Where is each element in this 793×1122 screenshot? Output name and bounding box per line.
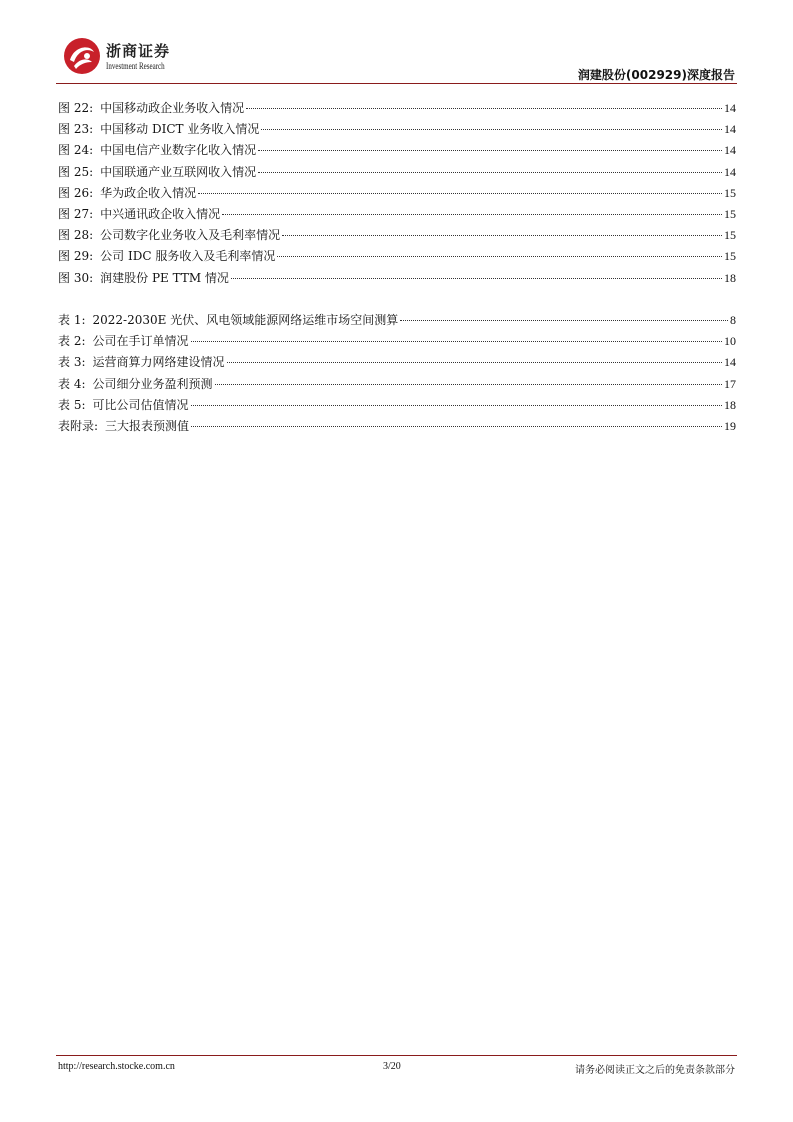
entry-page: 19: [724, 418, 736, 433]
entry-label: 图 26:: [58, 185, 94, 200]
entry-title: 可比公司估值情况: [92, 397, 189, 412]
entry-title: 2022-2030E 光伏、风电领域能源网络运维市场空间测算: [92, 313, 399, 327]
entry-label: 表 5:: [58, 397, 86, 412]
entry-page: 14: [724, 355, 736, 370]
zheshang-logo-icon: [62, 36, 102, 76]
toc-table-entry[interactable]: [58, 353, 736, 374]
entry-page: 10: [724, 334, 736, 349]
entry-title: 中国联通产业互联网收入情况: [100, 164, 257, 179]
entry-label: 图 27:: [58, 206, 94, 221]
dot-leader: [191, 426, 722, 427]
entry-title: 公司在手订单情况: [92, 334, 189, 349]
entry-title: 中国电信产业数字化收入情况: [100, 143, 257, 158]
entry-page: 14: [724, 164, 736, 179]
dot-leader: [191, 405, 722, 406]
entry-label: 图 24:: [58, 143, 94, 158]
entry-page: 15: [724, 185, 736, 200]
entry-page: 14: [724, 143, 736, 158]
header-divider: [56, 83, 737, 84]
logo-english-name: Investment Research: [106, 61, 165, 71]
entry-label: 图 28:: [58, 228, 94, 243]
entry-label: 图 25:: [58, 164, 94, 179]
entry-title: 公司细分业务盈利预测: [92, 376, 213, 391]
entry-title: 中国移动政企业务收入情况: [100, 101, 245, 115]
toc-figure-entry[interactable]: [58, 141, 736, 162]
header-logo: [62, 36, 182, 78]
entry-page: 15: [724, 249, 736, 264]
entry-label: 表 3:: [58, 355, 86, 370]
entry-label: 表 1:: [58, 313, 86, 327]
entry-label: 表附录:: [58, 418, 99, 433]
dot-leader: [191, 341, 722, 342]
entry-label: 图 29:: [58, 249, 94, 264]
toc-figure-entry[interactable]: [58, 205, 736, 226]
entry-title: 中国移动 DICT 业务收入情况: [100, 122, 260, 137]
entry-label: 图 30:: [58, 270, 94, 285]
entry-page: 15: [724, 228, 736, 243]
entry-page: 17: [724, 376, 736, 391]
entry-title: 润建股份 PE TTM 情况: [100, 270, 229, 285]
dot-leader: [261, 129, 722, 130]
entry-label: 表 4:: [58, 376, 86, 391]
logo-chinese-name: 浙商证券: [106, 42, 171, 60]
footer-disclaimer: 请务必阅读正文之后的免责条款部分: [575, 1065, 735, 1076]
entry-title: 三大报表预测值: [105, 418, 190, 433]
dot-leader: [231, 278, 722, 279]
dot-leader: [215, 384, 722, 385]
entry-label: 图 22:: [58, 101, 94, 115]
dot-leader: [400, 320, 728, 321]
toc-table-entry[interactable]: [58, 417, 736, 438]
dot-leader: [258, 172, 722, 173]
table-list: [58, 311, 736, 438]
toc-figure-entry[interactable]: [58, 269, 736, 290]
toc-table-entry[interactable]: [58, 396, 736, 417]
footer-divider: [56, 1055, 737, 1056]
entry-page: 14: [724, 101, 736, 115]
entry-page: 14: [724, 122, 736, 137]
dot-leader: [227, 362, 722, 363]
report-title: 润建股份(002929)深度报告: [577, 68, 735, 82]
toc-figure-entry[interactable]: [58, 226, 736, 247]
entry-page: 18: [724, 270, 736, 285]
footer-url[interactable]: http://research.stocke.com.cn: [58, 1061, 175, 1072]
toc-table-entry[interactable]: [58, 375, 736, 396]
entry-label: 图 23:: [58, 122, 94, 137]
dot-leader: [258, 150, 722, 151]
entry-page: 8: [730, 313, 736, 327]
entry-title: 运营商算力网络建设情况: [92, 355, 225, 370]
toc-table-entry[interactable]: [58, 311, 736, 332]
entry-page: 18: [724, 397, 736, 412]
dot-leader: [277, 256, 722, 257]
toc-figure-entry[interactable]: [58, 163, 736, 184]
entry-title: 中兴通讯政企收入情况: [100, 206, 221, 221]
dot-leader: [246, 108, 722, 109]
entry-title: 公司数字化业务收入及毛利率情况: [100, 228, 281, 243]
toc-table-entry[interactable]: [58, 332, 736, 353]
toc-figure-entry[interactable]: [58, 99, 736, 120]
entry-title: 公司 IDC 服务收入及毛利率情况: [100, 249, 276, 264]
entry-title: 华为政企收入情况: [100, 185, 197, 200]
dot-leader: [282, 235, 722, 236]
dot-leader: [222, 214, 722, 215]
entry-label: 表 2:: [58, 334, 86, 349]
entry-page: 15: [724, 206, 736, 221]
toc-figure-entry[interactable]: [58, 184, 736, 205]
toc-figure-entry[interactable]: [58, 120, 736, 141]
toc-figure-entry[interactable]: [58, 247, 736, 268]
footer-page-number: 3/20: [383, 1061, 401, 1072]
dot-leader: [198, 193, 722, 194]
figure-list: [58, 99, 736, 290]
